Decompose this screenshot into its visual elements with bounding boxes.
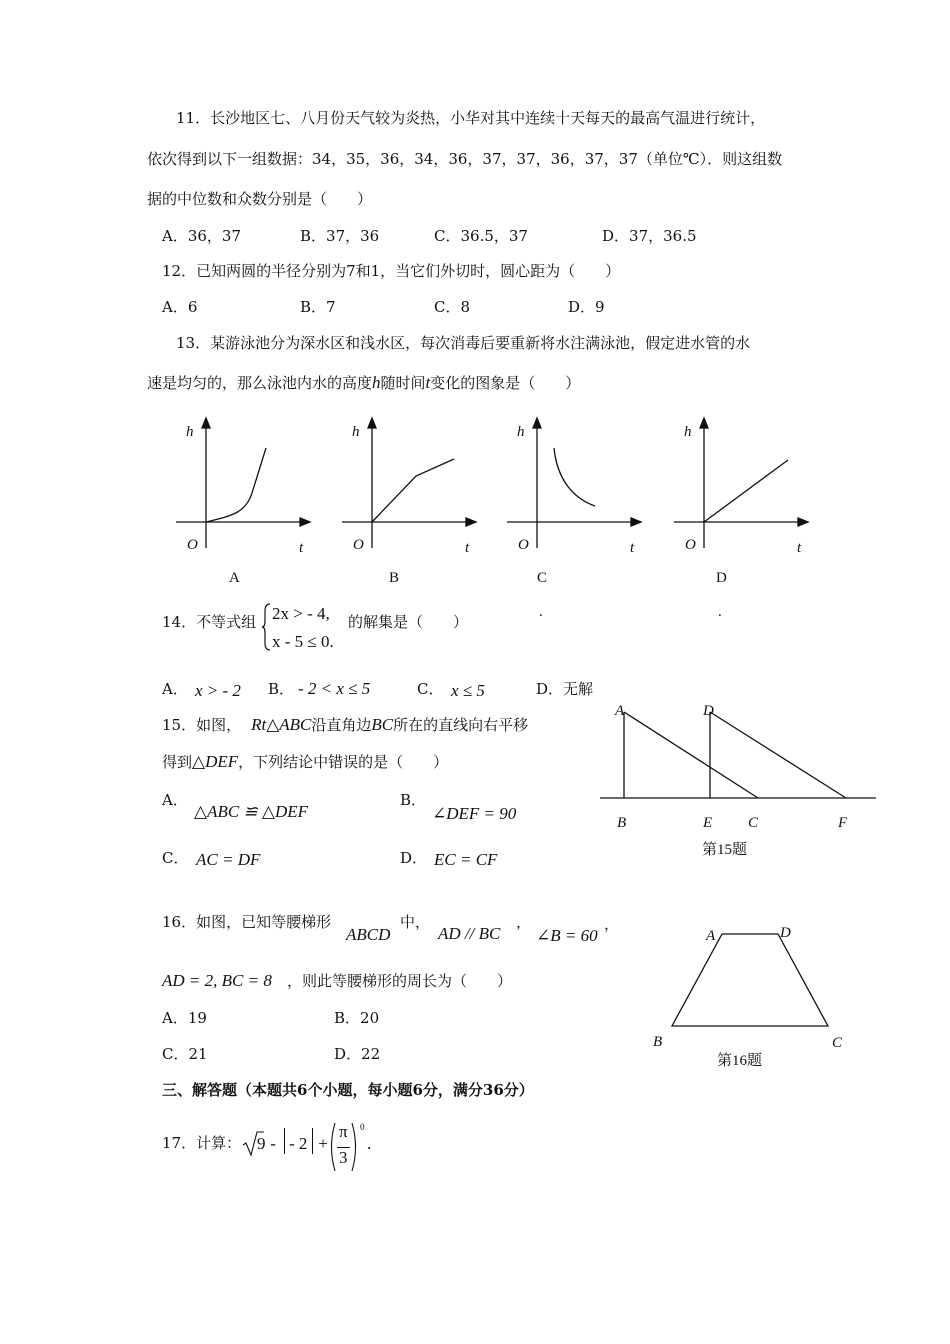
graph-b-x-label: t [465, 540, 470, 556]
graph-d-origin: O [685, 537, 696, 553]
figure-16 [668, 930, 838, 1030]
q17-sqrt-arg: 9 [257, 1134, 266, 1153]
q11-option-d: D．37，36.5 [602, 227, 697, 245]
graph-d-caption: D [716, 570, 727, 586]
q11-line2: 依次得到以下一组数据：34，35，36，34，36，37，37，36，37，37（单位℃）．则这组数 [147, 150, 783, 168]
graph-b-caption: B [389, 570, 400, 586]
graph-c-dot: . [539, 604, 543, 620]
q16-parallel: AD // BC [438, 924, 501, 943]
q12-option-b: B．7 [300, 298, 336, 316]
graph-a-caption: A [229, 570, 240, 586]
q15-line2-tri: △DEF [192, 752, 239, 771]
figure-16-trapezoid [672, 934, 828, 1026]
q16-option-b: B．20 [334, 1009, 380, 1027]
q17-abs-left [284, 1128, 285, 1154]
graph-b-y-label: h [352, 424, 360, 440]
q14-stem-b: 的解集是（ ） [348, 613, 469, 631]
q14-option-d: D．无解 [536, 680, 594, 698]
q16-option-c: C．21 [162, 1045, 208, 1063]
figure-15-label-b: B [617, 815, 627, 831]
q12-option-a: A．6 [162, 298, 198, 316]
graph-b-origin: O [353, 537, 364, 553]
q17-paren-left [328, 1122, 336, 1172]
figure-15-caption: 第15题 [702, 842, 748, 858]
q14-option-b-label: B． [268, 680, 295, 698]
q16-comma1: ， [516, 913, 532, 931]
figure-15-label-e: E [703, 815, 713, 831]
graph-c-origin: O [518, 537, 529, 553]
q12-stem: 12．已知两圆的半径分别为7和1，当它们外切时，圆心距为（ ） [162, 262, 621, 280]
q11-option-b: B．37，36 [300, 227, 380, 245]
figure-16-label-a: A [706, 928, 716, 944]
graph-a-curve [206, 448, 266, 522]
q15-line1 [162, 715, 528, 735]
q16-zhong: 中， [400, 913, 431, 931]
q14-option-a-label: A． [162, 680, 188, 698]
q15-option-a: △ABC ≌ △DEF [194, 802, 309, 821]
q13-line2-c: 变化的图象是（ ） [430, 374, 581, 392]
q17-minus: - [266, 1134, 281, 1153]
q14-option-b: - 2 < x ≤ 5 [298, 679, 371, 698]
figure-16-caption: 第16题 [717, 1053, 763, 1069]
q15-line2 [162, 752, 448, 772]
graph-b-line [372, 459, 454, 522]
q15-option-c-label: C． [162, 849, 189, 867]
q17-paren-right [351, 1122, 359, 1172]
figure-15-label-d: D [703, 703, 714, 719]
q15-stem-tri: Rt△ABC [251, 715, 312, 734]
q12-option-c: C．8 [434, 298, 471, 316]
figure-15-df [710, 712, 846, 798]
q15-stem-c: 所在的直线向右平移 [393, 716, 529, 734]
section-3-title: 三、解答题（本题共6个小题，每小题6分，满分36分） [162, 1081, 534, 1099]
figure-15-ac [624, 712, 758, 798]
graph-a-y-label: h [186, 424, 194, 440]
q14-system-line1: 2x > - 4, [272, 604, 330, 623]
figure-15-label-a: A [615, 703, 625, 719]
graph-c-x-label: t [630, 540, 635, 556]
figure-15 [600, 710, 880, 810]
q13-line2-a: 速是均匀的，那么泳池内水的高度 [147, 374, 373, 392]
q14-option-a: x > - 2 [195, 681, 241, 700]
graph-c [507, 418, 647, 548]
q11-option-c: C．36.5，37 [434, 227, 528, 245]
q14-option-c: x ≤ 5 [451, 681, 485, 700]
q17-exponent: 0 [360, 1122, 365, 1132]
q13-var-h: h [372, 373, 381, 392]
graph-d-dot: . [718, 604, 722, 620]
graph-c-y-label: h [517, 424, 525, 440]
graph-a-origin: O [187, 537, 198, 553]
q16-stem-a: 16．如图，已知等腰梯形 [162, 913, 332, 931]
figure-16-label-c: C [832, 1035, 843, 1051]
q14-option-c-label: C． [417, 680, 444, 698]
figure-15-label-f: F [838, 815, 848, 831]
q12-option-d: D．9 [568, 298, 605, 316]
q15-stem-bc: BC [371, 715, 394, 734]
figure-15-label-c: C [748, 815, 759, 831]
q16-comma2: ， [604, 915, 620, 933]
q17-frac-num: π [339, 1122, 348, 1141]
graph-d-y-label: h [684, 424, 692, 440]
graph-c-curve [554, 448, 595, 506]
q16-line2-math: AD = 2, BC = 8 [162, 971, 272, 990]
graph-c-caption: C [537, 570, 548, 586]
graph-d-line [704, 460, 788, 522]
q16-abcd: ABCD [346, 925, 391, 944]
q13-var-t: t [425, 373, 431, 392]
q15-line2-a: 得到 [162, 753, 193, 771]
q15-option-d: EC = CF [434, 850, 498, 869]
q15-option-c: AC = DF [196, 850, 261, 869]
q15-option-b-label: B． [400, 791, 427, 809]
graph-d [674, 418, 814, 548]
graph-d-x-label: t [797, 540, 802, 556]
q17-end: . [367, 1134, 372, 1153]
q17-plus: + [314, 1134, 333, 1153]
q17-stem: 17．计算： [162, 1134, 242, 1152]
q15-stem-a: 15．如图， [162, 716, 242, 734]
q17-frac-den: 3 [339, 1148, 348, 1167]
graph-a-y-arrow [202, 418, 210, 428]
q15-option-b: ∠DEF = 90 [432, 804, 517, 823]
q16-line2-text: ，则此等腰梯形的周长为（ ） [287, 972, 513, 990]
q16-angle: ∠B = 60 [536, 926, 598, 945]
q13-line2-b: 随时间 [380, 374, 426, 392]
q15-option-d-label: D． [400, 849, 428, 867]
q14-stem-a: 14．不等式组 [162, 613, 257, 631]
q14-brace [262, 603, 272, 651]
q15-option-a-label: A． [162, 791, 188, 809]
q11-line3: 据的中位数和众数分别是（ ） [147, 190, 373, 208]
graph-a [176, 418, 316, 548]
figure-16-label-d: D [780, 925, 791, 941]
q17-abs-right [312, 1128, 313, 1154]
q13-line1: 13．某游泳池分为深水区和浅水区，每次消毒后要重新将水注满泳池，假定进水管的水 [176, 334, 751, 352]
q16-option-d: D．22 [334, 1045, 381, 1063]
graph-b [342, 418, 482, 548]
q13-line2 [147, 373, 580, 393]
figure-16-label-b: B [653, 1034, 663, 1050]
q17-abs-arg: - 2 [289, 1134, 308, 1153]
q15-line2-b: ，下列结论中错误的是（ ） [238, 753, 449, 771]
graph-a-x-label: t [299, 540, 304, 556]
q15-stem-b: 沿直角边 [311, 716, 372, 734]
q16-option-a: A．19 [162, 1009, 207, 1027]
q11-line1: 11．长沙地区七、八月份天气较为炎热，小华对其中连续十天每天的最高气温进行统计， [176, 109, 766, 127]
graph-a-x-arrow [300, 518, 310, 526]
q11-option-a: A．36，37 [162, 227, 242, 245]
q14-system-line2: x - 5 ≤ 0. [272, 632, 334, 651]
